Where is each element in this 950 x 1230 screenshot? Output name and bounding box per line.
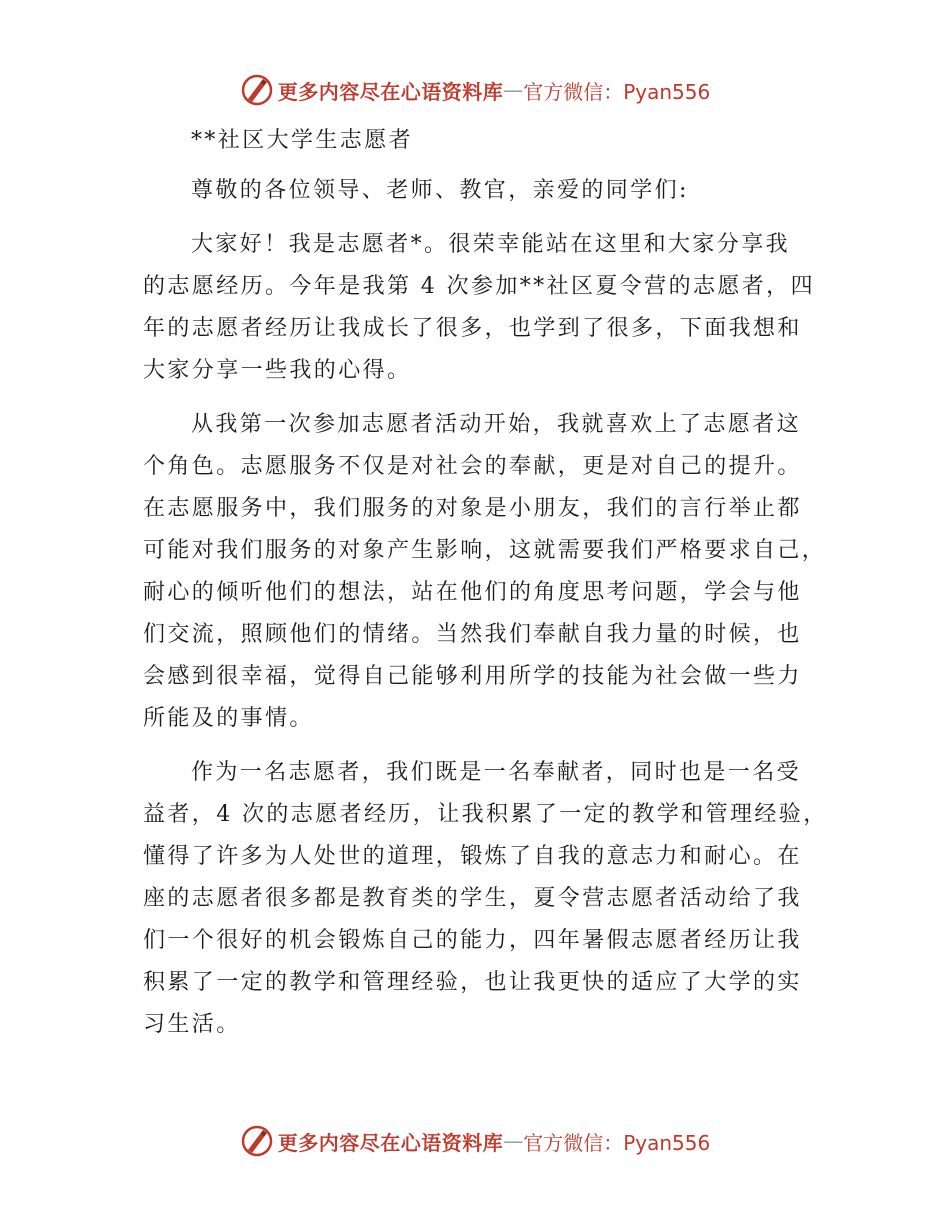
banner-separator: — [503, 78, 524, 102]
paragraph-line: 会感到很幸福，觉得自己能够利用所学的技能为社会做一些力 [143, 664, 802, 689]
document-body [143, 120, 828, 1058]
banner-wechat-text: 官方微信：Pyan556 [523, 1130, 711, 1155]
paragraph-line: 座的志愿者很多都是教育类的学生，夏令营志愿者活动给了我 [143, 886, 802, 911]
paragraph-line: 积累了一定的教学和管理经验，也让我更快的适应了大学的实 [143, 970, 802, 995]
paragraph-line: 作为一名志愿者，我们既是一名奉献者，同时也是一名受 [191, 760, 802, 785]
banner-main-text: 更多内容尽在心语资料库 [277, 79, 504, 104]
paragraph-line: 大家好！我是志愿者*。很荣幸能站在这里和大家分享我 [191, 232, 791, 257]
banner-main-text: 更多内容尽在心语资料库 [277, 1130, 504, 1155]
header-banner [0, 70, 950, 110]
paragraph-line: 大家分享一些我的心得。 [143, 358, 412, 383]
salutation: 尊敬的各位领导、老师、教官，亲爱的同学们: [191, 178, 689, 203]
paragraph-line: 从我第一次参加志愿者活动开始，我就喜欢上了志愿者这 [191, 412, 802, 437]
paragraph-line: 在志愿服务中，我们服务的对象是小朋友，我们的言行举止都 [143, 496, 802, 521]
paragraph-line: 所能及的事情。 [143, 706, 314, 731]
document-heading: **社区大学生志愿者 [191, 128, 414, 153]
paragraph-line: 懂得了许多为人处世的道理，锻炼了自我的意志力和耐心。在 [143, 844, 802, 869]
paragraph-line: 耐心的倾听他们的想法，站在他们的角度思考问题，学会与他 [143, 580, 802, 605]
pen-logo-icon [240, 1124, 274, 1158]
paragraph-1 [143, 224, 815, 392]
paragraph-line: 的志愿经历。今年是我第 4 次参加**社区夏令营的志愿者，四 [143, 274, 815, 299]
banner-separator: — [503, 1129, 524, 1153]
paragraph-line: 们一个很好的机会锻炼自己的能力，四年暑假志愿者经历让我 [143, 928, 802, 953]
pen-logo-icon [240, 73, 274, 107]
paragraph-line: 个角色。志愿服务不仅是对社会的奉献，更是对自己的提升。 [143, 454, 802, 479]
paragraph-2 [143, 404, 827, 740]
footer-banner [0, 1121, 950, 1161]
banner-wechat-text: 官方微信：Pyan556 [523, 79, 711, 104]
paragraph-line: 们交流，照顾他们的情绪。当然我们奉献自我力量的时候，也 [143, 622, 802, 647]
paragraph-line: 益者，4 次的志愿者经历，让我积累了一定的教学和管理经验， [143, 802, 828, 827]
paragraph-line: 可能对我们服务的对象产生影响，这就需要我们严格要求自己， [143, 538, 827, 563]
salutation-paragraph [143, 170, 815, 212]
paragraph-line: 习生活。 [143, 1012, 241, 1037]
paragraph-line: 年的志愿者经历让我成长了很多，也学到了很多，下面我想和 [143, 316, 802, 341]
paragraph-3 [143, 752, 828, 1046]
